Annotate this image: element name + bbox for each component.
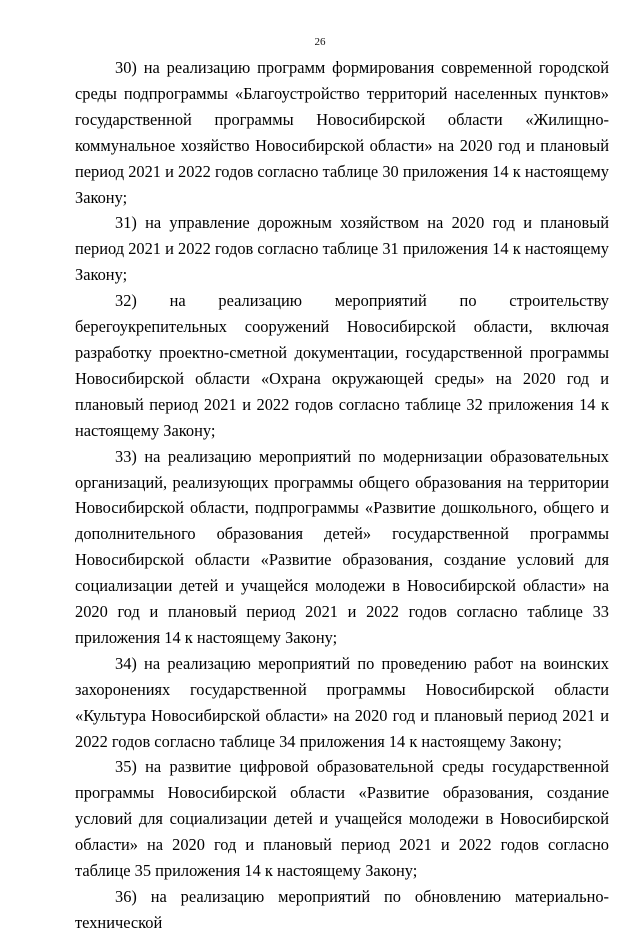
paragraph-35: 35) на развитие цифровой образовательной среды государственной программы Новосибирской области «Развитие образования, создание условий для социализации детей и учащейся молодежи в Новосибирской области» на 2020 год и плановый период 2021 и 2022 годов согласно таблице 35 приложения 14 к настоящему Закону; [75, 757, 609, 881]
paragraph-34: 34) на реализацию мероприятий по проведению работ на воинских захоронениях государственной программы Новосибирской области «Культура Новосибирской области» на 2020 год и плановый период 2021 и 2022 годов согласно таблице 34 приложения 14 к настоящему Закону; [75, 653, 609, 751]
paragraph-33: 33) на реализацию мероприятий по модернизации образовательных организаций, реализующих программы общего образования на территории Новосибирской области, подпрограммы «Развитие дошкольного, общего и дополнительного образования детей» государственной программы Новосибирской области «Развитие образования, создание условий для социализации детей и учащейся молодежи в Новосибирской области» на 2020 год и плановый период 2021 и 2022 годов согласно таблице 33 приложения 14 к настоящему Закону; [75, 446, 609, 647]
paragraph-30: 30) на реализацию программ формирования современной городской среды подпрограммы «Благоустройство территорий населенных пунктов» государственной программы Новосибирской области «Жилищно-коммунальное хозяйство Новосибирской области» на 2020 год и плановый период 2021 и 2022 годов согласно таблице 30 приложения 14 к настоящему Закону; [75, 58, 609, 207]
paragraph-31: 31) на управление дорожным хозяйством на 2020 год и плановый период 2021 и 2022 годов согласно таблице 31 приложения 14 к настоящему Закону; [75, 213, 609, 285]
paragraph-36: 36) на реализацию мероприятий по обновлению материально-технической [75, 887, 609, 932]
document-body [75, 55, 609, 936]
page-number: 26 [314, 36, 326, 48]
paragraph-32: 32) на реализацию мероприятий по строительству берегоукрепительных сооружений Новосибирской области, включая разработку проектно-сметной документации, государственной программы Новосибирской области «Охрана окружающей среды» на 2020 год и плановый период 2021 и 2022 годов согласно таблице 32 приложения 14 к настоящему Закону; [75, 291, 609, 440]
